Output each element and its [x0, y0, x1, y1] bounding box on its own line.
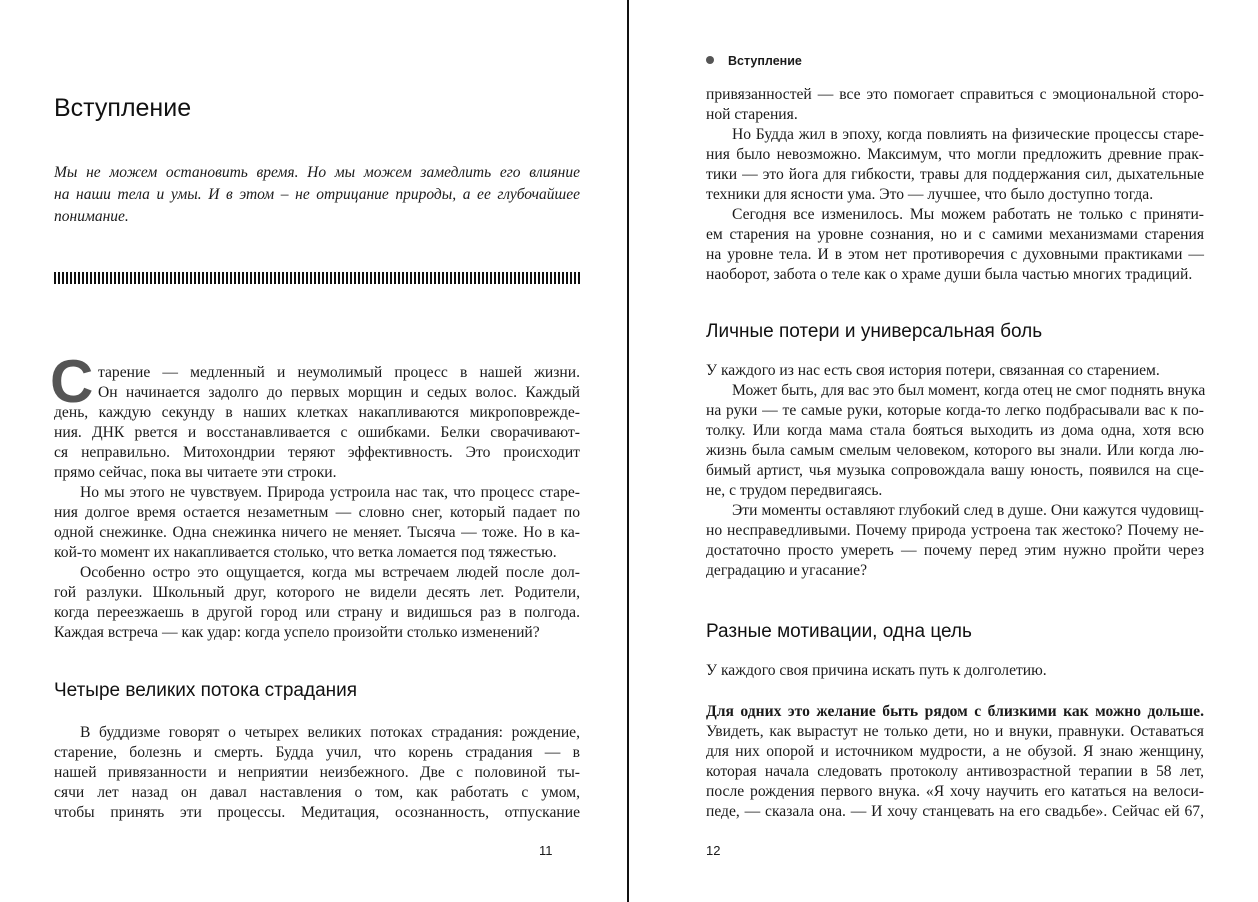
- text-line: не, с трудом передвигаясь.: [706, 482, 883, 499]
- text-line: ся неправильно. Митохондрии теряют эффективность. Это происходит: [54, 444, 580, 461]
- chapter-title: Вступление: [54, 94, 192, 122]
- text-line: Может быть, для вас это был момент, когда отец не смог поднять внука: [732, 382, 1206, 399]
- text-line: Но мы этого не чувствуем. Природа устроила нас так, что процесс старе-: [80, 484, 580, 501]
- text-line: нашей привязанности и неприятии неизбежного. Две с половиной ты-: [54, 764, 580, 781]
- text-line: бимый артист, чья музыка сопровождала вашу юность, появился на сце-: [706, 462, 1204, 479]
- text-line: Каждая встреча — как удар: когда успело произойти столько изменений?: [54, 624, 540, 641]
- text-line: тарение — медленный и неумолимый процесс в нашей жизни.: [98, 364, 580, 381]
- bullet-icon: [706, 56, 714, 64]
- text-line: прямо сейчас, пока вы читаете эти строки.: [54, 464, 337, 481]
- text-line: техники для ясности ума. Это — лучшее, что было доступно тогда.: [706, 186, 1154, 203]
- text-line: ем старения на уровне сознания, но и с самими механизмами старения: [706, 226, 1204, 243]
- body-text-block: [54, 363, 580, 643]
- text-line: В буддизме говорят о четырех великих потоках страдания: рождение,: [80, 724, 580, 741]
- text-line: когда переезжаешь в другой город или страну и видишься раз в полгода.: [54, 604, 580, 621]
- text-line: Но Будда жил в эпоху, когда повлиять на физические процессы старе-: [732, 126, 1204, 143]
- page-number: 12: [706, 843, 721, 858]
- text-line: старение, болезнь и смерть. Будда учил, что корень страдания — в: [54, 744, 580, 761]
- text-line: наоборот, забота о теле как о храме души была частью многих традиций.: [706, 266, 1193, 283]
- section-heading: Четыре великих потока страдания: [54, 680, 358, 701]
- epigraph-line: Мы не можем остановить время. Но мы можем замедлить его влияние: [54, 164, 580, 181]
- text-line: педе, — сказала она. — И хочу станцевать на его свадьбе». Сейчас ей 67,: [706, 803, 1204, 820]
- text-line: Он начинается задолго до первых морщин и седых волос. Каждый: [98, 384, 580, 401]
- text-line: после рождения первого внука. «Я хочу научить его кататься на велоси-: [706, 783, 1204, 800]
- body-text-block: [706, 661, 1204, 681]
- section-heading: Личные потери и универсальная боль: [706, 321, 1043, 342]
- text-line: на руки — те самые руки, которые когда-то легко подбрасывали вас к по-: [706, 402, 1204, 419]
- body-text-block: [54, 723, 580, 823]
- text-line: гой разлуки. Школьный друг, которого не видели десять лет. Родители,: [54, 584, 580, 601]
- text-line: У каждого своя причина искать путь к долголетию.: [706, 662, 1047, 679]
- text-line: сячи лет назад он давал наставления о том, как работать с умом,: [54, 784, 580, 801]
- text-line: Сегодня все изменилось. Мы можем работать не только с приняти-: [732, 206, 1204, 223]
- epigraph-line: на наши тела и умы. И в этом – не отрицание природы, а ее глубочайшее: [54, 186, 580, 203]
- body-text-block: [706, 361, 1204, 581]
- epigraph: [54, 162, 580, 228]
- decorative-tick-rule: [54, 272, 580, 284]
- body-text-block: [706, 702, 1204, 822]
- page-gutter-divider: [627, 0, 629, 902]
- text-line: Эти моменты оставляют глубокий след в душе. Они кажутся чудовищ-: [732, 502, 1204, 519]
- text-line: Особенно остро это ощущается, когда мы встречаем людей после дол-: [80, 564, 580, 581]
- text-line: Увидеть, как вырастут не только дети, но и внуки, правнуки. Оставаться: [706, 723, 1204, 740]
- text-line: но несправедливыми. Почему природа устроена так жестоко? Почему не-: [706, 522, 1204, 539]
- text-line: кой-то момент их накапливается столько, что ветка ломается под тяжестью.: [54, 544, 557, 561]
- body-text-block: [706, 85, 1204, 285]
- text-line: ния. ДНК рвется и восстанавливается с ошибками. Белки сворачивают-: [54, 424, 580, 441]
- running-head-label: Вступление: [728, 54, 802, 68]
- text-line: для них опорой и источником мудрости, а не обузой. Я знаю женщину,: [706, 743, 1204, 760]
- text-line: Для одних это желание быть рядом с близкими как можно дольше.: [706, 703, 1204, 720]
- text-line: на уровне тела. И в этом нет противоречия с духовными практиками —: [706, 246, 1204, 263]
- text-line: толку. Или когда мама стала бояться выходить из дома одна, хотя всю: [706, 422, 1204, 439]
- text-line: привязанностей — все это помогает справиться с эмоциональной сторо-: [706, 86, 1204, 103]
- drop-cap: С: [50, 348, 94, 415]
- epigraph-line: понимание.: [54, 208, 129, 225]
- text-line: день, каждую секунду в наших клетках накапливаются микроповрежде-: [54, 404, 580, 421]
- text-line: одной снежинке. Одна снежинка ничего не меняет. Тысяча — тоже. Но в ка-: [54, 524, 580, 541]
- page-number: 11: [539, 843, 553, 858]
- text-line: которая начала следовать протоколу антивозрастной терапии в 58 лет,: [706, 763, 1204, 780]
- text-line: чтобы принять эти процессы. Медитация, осознанность, отпускание: [54, 804, 580, 821]
- running-head: [706, 54, 802, 68]
- text-line: ной старения.: [706, 106, 798, 123]
- text-line: тики — это йога для гибкости, травы для поддержания сил, дыхательные: [706, 166, 1204, 183]
- text-line: деградацию и угасание?: [706, 562, 867, 579]
- text-line: ния долгое время остается незаметным — словно снег, который падает по: [54, 504, 580, 521]
- text-line: достаточно просто умереть — почему перед этим нужно пройти через: [706, 542, 1204, 559]
- text-line: ния было невозможно. Максимум, что могли предложить древние прак-: [706, 146, 1204, 163]
- section-heading: Разные мотивации, одна цель: [706, 621, 972, 642]
- text-line: У каждого из нас есть своя история потери, связанная со старением.: [706, 362, 1160, 379]
- text-line: жизнь была самым смелым человеком, которого вы знали. Или когда лю-: [706, 442, 1204, 459]
